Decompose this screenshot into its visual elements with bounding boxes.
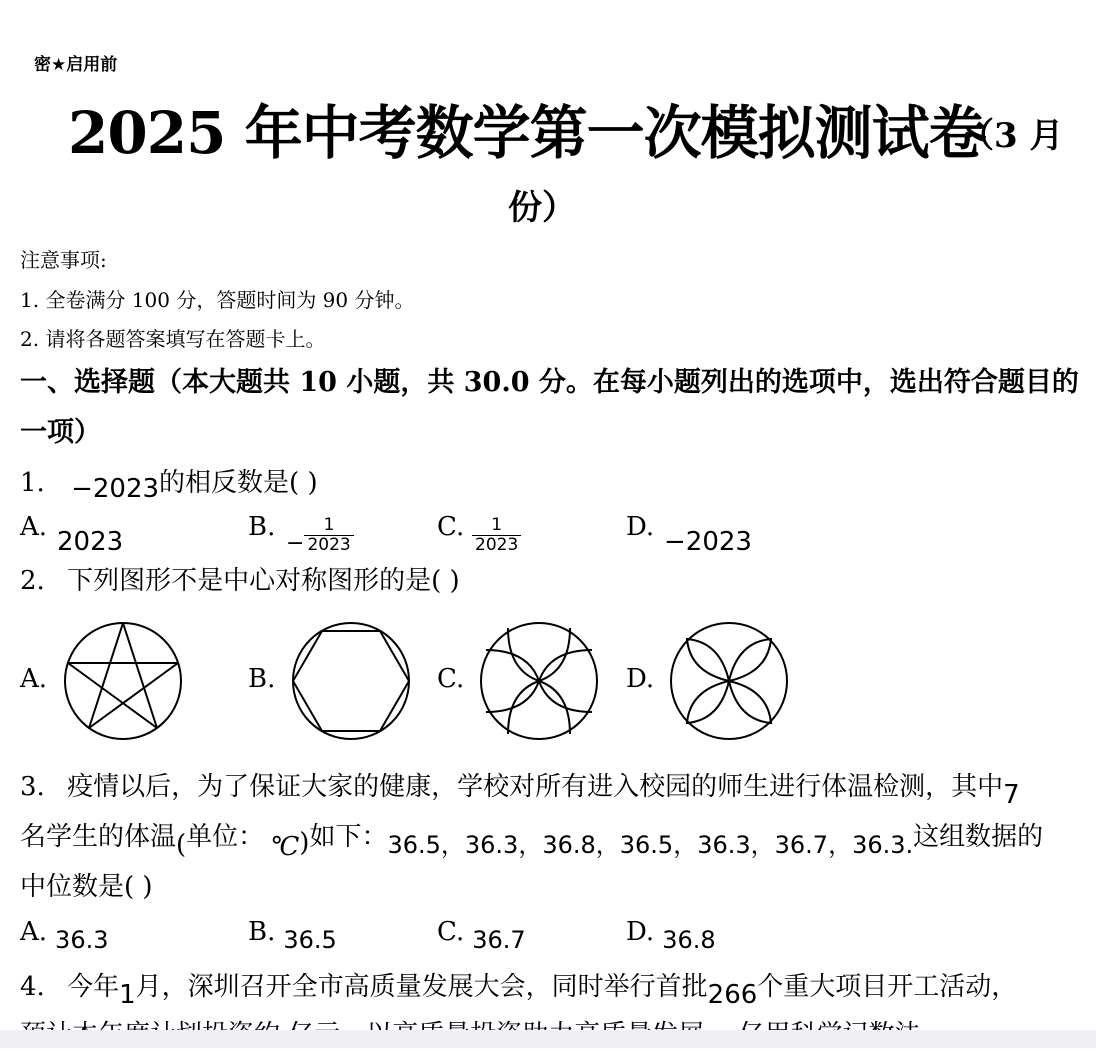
option-label: B. [248, 917, 276, 947]
denominator: 2023 [472, 535, 521, 555]
q1-option-a-value: 2023 [57, 527, 124, 557]
denominator: 2023 [304, 535, 353, 555]
math-number: 266 [707, 980, 758, 1010]
paren-open: ( [176, 830, 187, 860]
q3-option-d[interactable] [626, 917, 716, 954]
q3-option-c[interactable] [437, 917, 526, 954]
q2-option-c[interactable]: C. [437, 664, 465, 694]
star-in-circle-figure [62, 620, 184, 742]
hexagon-in-circle-figure [290, 620, 412, 742]
notice-heading: 注意事项: [20, 248, 107, 272]
confidential-label: 密★启用前 [34, 55, 118, 75]
exam-title: 2025 年中考数学第一次模拟测试卷 [68, 99, 986, 167]
q2-option-a[interactable]: A. [20, 664, 48, 694]
section-heading-line2: 一项） [20, 417, 101, 448]
question-text: 如下： [309, 822, 388, 852]
question-text: 个重大项目开工活动， [757, 972, 1018, 1002]
option-label: D. [626, 917, 655, 947]
four-petal-flower-figure [668, 620, 790, 742]
notice-item-2: 2. 请将各题答案填写在答题卡上。 [20, 327, 326, 351]
question-text: 月，深圳召开全市高质量发展大会，同时举行首批 [135, 972, 708, 1002]
question-text: 疫情以后，为了保证大家的健康，学校对所有进入校园的师生进行体温检测，其中 [67, 772, 1004, 802]
data-values: 36.5，36.3，36.8，36.5，36.3，36.7，36.3. [387, 831, 914, 859]
section-heading: 一、选择题（本大题共 10 小题，共 30.0 分。在每小题列出的选项中，选出符合题目的 [20, 367, 1079, 398]
q3-option-b[interactable] [248, 917, 337, 954]
viewer-bottom-bar [0, 1030, 1096, 1048]
unit-label: 单位： [186, 822, 265, 852]
option-label: A. [20, 512, 48, 542]
question-text: 今年 [67, 972, 120, 1002]
option-label: B. [248, 512, 276, 542]
fraction [472, 516, 521, 555]
question-text: 下列图形不是中心对称图形的是( ) [67, 566, 460, 596]
question-3-line2 [20, 816, 1044, 862]
option-label: A. [20, 917, 48, 947]
q1-option-b-value [286, 516, 354, 555]
math-number: 7 [1003, 780, 1020, 810]
q2-option-d[interactable]: D. [626, 664, 655, 694]
option-label: C. [437, 917, 465, 947]
question-number: 1. [20, 468, 45, 498]
question-2 [20, 560, 460, 597]
question-number: 2. [20, 566, 45, 596]
math-expression: −2023 [71, 474, 160, 504]
q1-option-d-value: −2023 [664, 527, 752, 557]
question-4 [20, 966, 1018, 1010]
option-label: D. [626, 512, 655, 542]
fraction [304, 516, 353, 555]
numerator: 1 [491, 515, 503, 535]
question-number: 3. [20, 772, 45, 802]
q1-option-c-value [472, 516, 521, 555]
pinwheel-figure [478, 620, 600, 742]
question-number: 4. [20, 972, 45, 1002]
exam-title-line2: 份） [508, 188, 576, 228]
question-3 [20, 766, 1020, 810]
q1-option-b[interactable] [248, 512, 275, 542]
q2-option-b[interactable]: B. [248, 664, 276, 694]
option-label: C. [437, 512, 465, 542]
exam-title-tail: （3 月 [960, 116, 1064, 156]
paren-close: ) [299, 828, 310, 858]
option-value: 36.8 [662, 926, 716, 954]
notice-item-1: 1. 全卷满分 100 分，答题时间为 90 分钟。 [20, 288, 415, 312]
question-1 [20, 462, 318, 504]
negative-sign: − [286, 530, 305, 556]
option-value: 36.3 [55, 926, 109, 954]
q3-option-a[interactable] [20, 917, 109, 954]
question-text: 这组数据的 [913, 822, 1044, 852]
math-number: 1 [119, 980, 136, 1010]
unit-symbol: ℃ [270, 832, 300, 862]
q1-option-d[interactable] [626, 512, 654, 542]
q1-option-c[interactable] [437, 512, 464, 542]
question-3-line3: 中位数是( ) [20, 872, 153, 902]
option-value: 36.5 [283, 926, 337, 954]
option-value: 36.7 [472, 926, 526, 954]
question-text: 名学生的体温 [20, 822, 177, 852]
question-text: 的相反数是( ) [159, 468, 318, 498]
numerator: 1 [323, 515, 335, 535]
q1-option-a[interactable] [20, 512, 47, 542]
